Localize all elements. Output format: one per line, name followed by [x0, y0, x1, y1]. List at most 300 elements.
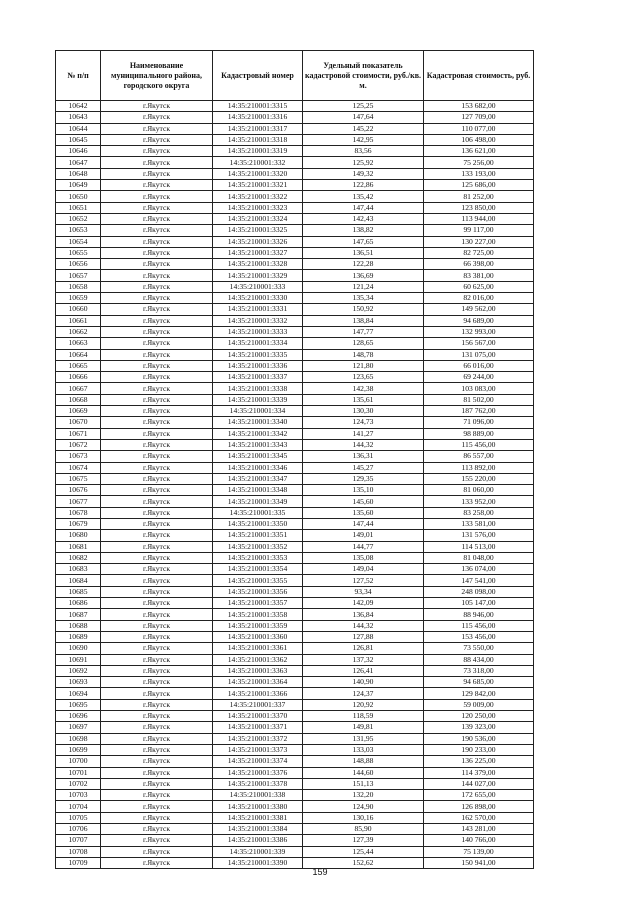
cell-cadastral-number: 14:35:210001:3342: [213, 428, 303, 439]
table-row: [56, 428, 534, 439]
cell-cadastral-value: 113 892,00: [424, 462, 534, 473]
cell-cadastral-value: 82 725,00: [424, 247, 534, 258]
table-row: [56, 462, 534, 473]
cell-municipality: г.Якутск: [101, 281, 213, 292]
cell-row-number: 10669: [56, 406, 101, 417]
cell-specific-value: 149,81: [303, 722, 424, 733]
table-row: [56, 564, 534, 575]
cell-municipality: г.Якутск: [101, 552, 213, 563]
cell-row-number: 10703: [56, 790, 101, 801]
cell-municipality: г.Якутск: [101, 213, 213, 224]
cell-row-number: 10684: [56, 575, 101, 586]
cell-cadastral-value: 125 686,00: [424, 180, 534, 191]
cell-specific-value: 135,34: [303, 293, 424, 304]
cell-municipality: г.Якутск: [101, 134, 213, 145]
cell-cadastral-number: 14:35:210001:3315: [213, 101, 303, 112]
cell-cadastral-value: 59 009,00: [424, 699, 534, 710]
cell-specific-value: 125,92: [303, 157, 424, 168]
cell-municipality: г.Якутск: [101, 315, 213, 326]
cell-cadastral-number: 14:35:210001:338: [213, 790, 303, 801]
cell-municipality: г.Якутск: [101, 473, 213, 484]
cell-row-number: 10649: [56, 180, 101, 191]
cell-cadastral-value: 144 027,00: [424, 778, 534, 789]
table-row: [56, 643, 534, 654]
cell-municipality: г.Якутск: [101, 541, 213, 552]
cell-row-number: 10658: [56, 281, 101, 292]
table-row: [56, 394, 534, 405]
table-row: [56, 835, 534, 846]
cell-cadastral-value: 123 850,00: [424, 202, 534, 213]
cell-specific-value: 126,41: [303, 665, 424, 676]
header-cadastral-value: Кадастровая стоимость, руб.: [424, 51, 534, 101]
cell-cadastral-value: 115 456,00: [424, 620, 534, 631]
cell-row-number: 10709: [56, 857, 101, 868]
cell-cadastral-number: 14:35:210001:3354: [213, 564, 303, 575]
cell-cadastral-value: 88 946,00: [424, 609, 534, 620]
cell-specific-value: 138,82: [303, 225, 424, 236]
cell-municipality: г.Якутск: [101, 654, 213, 665]
cell-specific-value: 142,09: [303, 598, 424, 609]
cell-cadastral-value: 147 541,00: [424, 575, 534, 586]
cell-municipality: г.Якутск: [101, 609, 213, 620]
table-row: [56, 575, 534, 586]
cell-municipality: г.Якутск: [101, 812, 213, 823]
cell-municipality: г.Якутск: [101, 778, 213, 789]
cell-cadastral-value: 140 766,00: [424, 835, 534, 846]
table-row: [56, 236, 534, 247]
cell-cadastral-number: 14:35:210001:3338: [213, 383, 303, 394]
cell-municipality: г.Якутск: [101, 236, 213, 247]
cell-specific-value: 85,90: [303, 824, 424, 835]
table-row: [56, 722, 534, 733]
cell-cadastral-value: 132 993,00: [424, 326, 534, 337]
table-row: [56, 756, 534, 767]
cell-cadastral-value: 103 083,00: [424, 383, 534, 394]
cell-row-number: 10646: [56, 146, 101, 157]
cell-specific-value: 137,32: [303, 654, 424, 665]
cell-row-number: 10650: [56, 191, 101, 202]
cell-cadastral-value: 99 117,00: [424, 225, 534, 236]
cell-specific-value: 148,88: [303, 756, 424, 767]
cell-row-number: 10679: [56, 518, 101, 529]
cell-row-number: 10655: [56, 247, 101, 258]
cell-row-number: 10659: [56, 293, 101, 304]
cell-specific-value: 135,10: [303, 485, 424, 496]
cell-cadastral-number: 14:35:210001:3346: [213, 462, 303, 473]
cell-specific-value: 136,69: [303, 270, 424, 281]
cell-specific-value: 121,80: [303, 360, 424, 371]
cell-cadastral-number: 14:35:210001:3336: [213, 360, 303, 371]
cell-cadastral-value: 155 220,00: [424, 473, 534, 484]
table-row: [56, 315, 534, 326]
table-row: [56, 213, 534, 224]
cell-row-number: 10673: [56, 451, 101, 462]
cell-row-number: 10647: [56, 157, 101, 168]
cell-cadastral-value: 73 550,00: [424, 643, 534, 654]
cell-specific-value: 135,42: [303, 191, 424, 202]
cell-cadastral-number: 14:35:210001:3380: [213, 801, 303, 812]
cell-row-number: 10664: [56, 349, 101, 360]
cell-cadastral-value: 73 318,00: [424, 665, 534, 676]
cell-municipality: г.Якутск: [101, 101, 213, 112]
table-row: [56, 304, 534, 315]
table-row: [56, 767, 534, 778]
cell-row-number: 10693: [56, 677, 101, 688]
cell-cadastral-value: 156 567,00: [424, 338, 534, 349]
cell-cadastral-value: 94 689,00: [424, 315, 534, 326]
cell-cadastral-number: 14:35:210001:3328: [213, 259, 303, 270]
cell-row-number: 10699: [56, 744, 101, 755]
table-row: [56, 677, 534, 688]
cell-row-number: 10691: [56, 654, 101, 665]
cell-cadastral-value: 133 952,00: [424, 496, 534, 507]
table-row: [56, 530, 534, 541]
cell-specific-value: 150,92: [303, 304, 424, 315]
cell-row-number: 10692: [56, 665, 101, 676]
cell-municipality: г.Якутск: [101, 417, 213, 428]
table-row: [56, 790, 534, 801]
cell-row-number: 10687: [56, 609, 101, 620]
cell-cadastral-number: 14:35:210001:3343: [213, 439, 303, 450]
table-row: [56, 383, 534, 394]
cell-cadastral-number: 14:35:210001:3319: [213, 146, 303, 157]
cell-cadastral-value: 143 281,00: [424, 824, 534, 835]
cell-cadastral-number: 14:35:210001:3381: [213, 812, 303, 823]
cell-row-number: 10678: [56, 507, 101, 518]
cell-specific-value: 138,84: [303, 315, 424, 326]
table-body: [56, 101, 534, 869]
cell-municipality: г.Якутск: [101, 620, 213, 631]
cell-specific-value: 147,65: [303, 236, 424, 247]
cell-row-number: 10667: [56, 383, 101, 394]
cell-row-number: 10702: [56, 778, 101, 789]
cell-row-number: 10645: [56, 134, 101, 145]
cell-specific-value: 152,62: [303, 857, 424, 868]
cell-municipality: г.Якутск: [101, 857, 213, 868]
table-row: [56, 711, 534, 722]
cell-cadastral-number: 14:35:210001:3370: [213, 711, 303, 722]
cell-municipality: г.Якутск: [101, 496, 213, 507]
cell-specific-value: 124,90: [303, 801, 424, 812]
cell-cadastral-value: 81 252,00: [424, 191, 534, 202]
cell-municipality: г.Якутск: [101, 665, 213, 676]
cell-row-number: 10680: [56, 530, 101, 541]
cell-row-number: 10651: [56, 202, 101, 213]
table-row: [56, 406, 534, 417]
cell-row-number: 10705: [56, 812, 101, 823]
cell-cadastral-value: 190 536,00: [424, 733, 534, 744]
cell-cadastral-number: 14:35:210001:3333: [213, 326, 303, 337]
cell-row-number: 10642: [56, 101, 101, 112]
cell-row-number: 10683: [56, 564, 101, 575]
cell-row-number: 10662: [56, 326, 101, 337]
cell-cadastral-number: 14:35:210001:332: [213, 157, 303, 168]
cell-cadastral-value: 114 513,00: [424, 541, 534, 552]
cell-municipality: г.Якутск: [101, 451, 213, 462]
table-row: [56, 496, 534, 507]
table-row: [56, 146, 534, 157]
table-row: [56, 349, 534, 360]
cell-cadastral-number: 14:35:210001:3322: [213, 191, 303, 202]
table-row: [56, 688, 534, 699]
cell-cadastral-number: 14:35:210001:3331: [213, 304, 303, 315]
cell-row-number: 10697: [56, 722, 101, 733]
cell-municipality: г.Якутск: [101, 372, 213, 383]
cell-municipality: г.Якутск: [101, 247, 213, 258]
cell-cadastral-value: 162 570,00: [424, 812, 534, 823]
cell-municipality: г.Якутск: [101, 485, 213, 496]
cell-cadastral-number: 14:35:210001:339: [213, 846, 303, 857]
table-row: [56, 281, 534, 292]
cell-cadastral-value: 82 016,00: [424, 293, 534, 304]
cell-cadastral-value: 81 048,00: [424, 552, 534, 563]
table-row: [56, 360, 534, 371]
cell-cadastral-number: 14:35:210001:335: [213, 507, 303, 518]
cell-cadastral-value: 172 655,00: [424, 790, 534, 801]
cell-specific-value: 149,04: [303, 564, 424, 575]
table-row: [56, 473, 534, 484]
cell-cadastral-number: 14:35:210001:3373: [213, 744, 303, 755]
table-row: [56, 552, 534, 563]
cell-cadastral-number: 14:35:210001:3374: [213, 756, 303, 767]
cell-cadastral-number: 14:35:210001:3361: [213, 643, 303, 654]
cell-cadastral-number: 14:35:210001:3362: [213, 654, 303, 665]
cell-row-number: 10707: [56, 835, 101, 846]
table-row: [56, 778, 534, 789]
cell-cadastral-value: 106 498,00: [424, 134, 534, 145]
cell-specific-value: 125,44: [303, 846, 424, 857]
cell-row-number: 10700: [56, 756, 101, 767]
cell-specific-value: 126,81: [303, 643, 424, 654]
cell-cadastral-number: 14:35:210001:3329: [213, 270, 303, 281]
cell-row-number: 10666: [56, 372, 101, 383]
cell-cadastral-value: 133 581,00: [424, 518, 534, 529]
cell-cadastral-value: 114 379,00: [424, 767, 534, 778]
table-row: [56, 259, 534, 270]
cell-cadastral-number: 14:35:210001:3384: [213, 824, 303, 835]
cell-cadastral-value: 83 258,00: [424, 507, 534, 518]
cell-cadastral-value: 105 147,00: [424, 598, 534, 609]
cell-cadastral-value: 131 075,00: [424, 349, 534, 360]
cell-cadastral-value: 150 941,00: [424, 857, 534, 868]
cell-row-number: 10652: [56, 213, 101, 224]
cell-cadastral-value: 136 074,00: [424, 564, 534, 575]
cell-cadastral-value: 81 502,00: [424, 394, 534, 405]
cell-cadastral-number: 14:35:210001:3339: [213, 394, 303, 405]
cell-row-number: 10656: [56, 259, 101, 270]
cell-specific-value: 128,65: [303, 338, 424, 349]
cell-municipality: г.Якутск: [101, 530, 213, 541]
cell-cadastral-value: 66 398,00: [424, 259, 534, 270]
cell-specific-value: 136,31: [303, 451, 424, 462]
table-row: [56, 699, 534, 710]
table-row: [56, 609, 534, 620]
cell-cadastral-number: 14:35:210001:3356: [213, 586, 303, 597]
cell-specific-value: 136,84: [303, 609, 424, 620]
cell-cadastral-value: 88 434,00: [424, 654, 534, 665]
table-row: [56, 123, 534, 134]
table-row: [56, 620, 534, 631]
cell-municipality: г.Якутск: [101, 383, 213, 394]
table-row: [56, 293, 534, 304]
cell-specific-value: 133,03: [303, 744, 424, 755]
table-row: [56, 191, 534, 202]
cell-municipality: г.Якутск: [101, 835, 213, 846]
cell-cadastral-value: 71 096,00: [424, 417, 534, 428]
cell-specific-value: 144,60: [303, 767, 424, 778]
table-row: [56, 247, 534, 258]
cell-cadastral-value: 133 193,00: [424, 168, 534, 179]
table-row: [56, 733, 534, 744]
cell-municipality: г.Якутск: [101, 146, 213, 157]
table-row: [56, 225, 534, 236]
cell-municipality: г.Якутск: [101, 259, 213, 270]
cell-cadastral-number: 14:35:210001:3324: [213, 213, 303, 224]
cell-cadastral-number: 14:35:210001:3349: [213, 496, 303, 507]
cell-row-number: 10682: [56, 552, 101, 563]
cell-specific-value: 141,27: [303, 428, 424, 439]
cell-cadastral-number: 14:35:210001:3358: [213, 609, 303, 620]
cell-cadastral-value: 75 139,00: [424, 846, 534, 857]
cell-municipality: г.Якутск: [101, 191, 213, 202]
table-row: [56, 112, 534, 123]
cell-row-number: 10701: [56, 767, 101, 778]
cell-specific-value: 124,37: [303, 688, 424, 699]
cell-municipality: г.Якутск: [101, 225, 213, 236]
cell-cadastral-number: 14:35:210001:3345: [213, 451, 303, 462]
page-number: 159: [312, 867, 328, 877]
cell-municipality: г.Якутск: [101, 123, 213, 134]
cell-municipality: г.Якутск: [101, 394, 213, 405]
cell-municipality: г.Якутск: [101, 360, 213, 371]
table-row: [56, 134, 534, 145]
cell-specific-value: 136,51: [303, 247, 424, 258]
cell-specific-value: 147,44: [303, 202, 424, 213]
cell-cadastral-number: 14:35:210001:3316: [213, 112, 303, 123]
cell-specific-value: 135,08: [303, 552, 424, 563]
cell-specific-value: 148,78: [303, 349, 424, 360]
cell-cadastral-value: 110 077,00: [424, 123, 534, 134]
cell-municipality: г.Якутск: [101, 349, 213, 360]
cell-specific-value: 145,22: [303, 123, 424, 134]
cell-specific-value: 144,77: [303, 541, 424, 552]
cell-cadastral-number: 14:35:210001:3364: [213, 677, 303, 688]
cell-specific-value: 122,86: [303, 180, 424, 191]
cell-row-number: 10660: [56, 304, 101, 315]
table-row: [56, 507, 534, 518]
cell-municipality: г.Якутск: [101, 586, 213, 597]
cell-municipality: г.Якутск: [101, 744, 213, 755]
cell-row-number: 10706: [56, 824, 101, 835]
cell-cadastral-number: 14:35:210001:3318: [213, 134, 303, 145]
cell-cadastral-value: 153 456,00: [424, 631, 534, 642]
cell-cadastral-value: 129 842,00: [424, 688, 534, 699]
cell-municipality: г.Якутск: [101, 428, 213, 439]
cell-cadastral-number: 14:35:210001:3371: [213, 722, 303, 733]
cell-cadastral-value: 98 889,00: [424, 428, 534, 439]
table-row: [56, 631, 534, 642]
cell-municipality: г.Якутск: [101, 180, 213, 191]
cell-municipality: г.Якутск: [101, 304, 213, 315]
cell-specific-value: 149,01: [303, 530, 424, 541]
cell-municipality: г.Якутск: [101, 767, 213, 778]
cell-row-number: 10690: [56, 643, 101, 654]
cell-cadastral-value: 149 562,00: [424, 304, 534, 315]
cell-cadastral-number: 14:35:210001:333: [213, 281, 303, 292]
cell-cadastral-value: 120 250,00: [424, 711, 534, 722]
cell-cadastral-value: 66 016,00: [424, 360, 534, 371]
cell-specific-value: 130,16: [303, 812, 424, 823]
cell-municipality: г.Якутск: [101, 293, 213, 304]
cell-row-number: 10675: [56, 473, 101, 484]
table-header: [56, 51, 534, 101]
cell-municipality: г.Якутск: [101, 564, 213, 575]
cell-cadastral-value: 113 944,00: [424, 213, 534, 224]
cell-municipality: г.Якутск: [101, 507, 213, 518]
cell-row-number: 10661: [56, 315, 101, 326]
cell-cadastral-number: 14:35:210001:3330: [213, 293, 303, 304]
cell-row-number: 10704: [56, 801, 101, 812]
cell-specific-value: 135,61: [303, 394, 424, 405]
cell-specific-value: 93,34: [303, 586, 424, 597]
table-row: [56, 202, 534, 213]
cell-cadastral-number: 14:35:210001:3359: [213, 620, 303, 631]
cell-cadastral-number: 14:35:210001:3320: [213, 168, 303, 179]
cell-cadastral-value: 69 244,00: [424, 372, 534, 383]
cell-specific-value: 124,73: [303, 417, 424, 428]
table-row: [56, 654, 534, 665]
cell-specific-value: 147,44: [303, 518, 424, 529]
cell-specific-value: 149,32: [303, 168, 424, 179]
cadastral-value-table: [55, 50, 534, 869]
cell-municipality: г.Якутск: [101, 338, 213, 349]
cell-specific-value: 121,24: [303, 281, 424, 292]
cell-specific-value: 131,95: [303, 733, 424, 744]
cell-municipality: г.Якутск: [101, 733, 213, 744]
cell-cadastral-value: 153 682,00: [424, 101, 534, 112]
cell-cadastral-number: 14:35:210001:3355: [213, 575, 303, 586]
cell-municipality: г.Якутск: [101, 598, 213, 609]
table-row: [56, 326, 534, 337]
cell-specific-value: 135,60: [303, 507, 424, 518]
cell-row-number: 10688: [56, 620, 101, 631]
cell-cadastral-number: 14:35:210001:3334: [213, 338, 303, 349]
cell-row-number: 10654: [56, 236, 101, 247]
cell-municipality: г.Якутск: [101, 846, 213, 857]
table-row: [56, 846, 534, 857]
header-specific-value: Удельный показатель кадастровой стоимости, руб./кв. м.: [303, 51, 424, 101]
cell-municipality: г.Якутск: [101, 711, 213, 722]
cell-municipality: г.Якутск: [101, 688, 213, 699]
cell-row-number: 10663: [56, 338, 101, 349]
cell-municipality: г.Якутск: [101, 756, 213, 767]
cell-specific-value: 142,38: [303, 383, 424, 394]
cell-cadastral-value: 248 098,00: [424, 586, 534, 597]
cell-municipality: г.Якутск: [101, 518, 213, 529]
cell-row-number: 10689: [56, 631, 101, 642]
table-row: [56, 417, 534, 428]
table-row: [56, 180, 534, 191]
cell-cadastral-number: 14:35:210001:3376: [213, 767, 303, 778]
cell-row-number: 10670: [56, 417, 101, 428]
cell-cadastral-number: 14:35:210001:3327: [213, 247, 303, 258]
cell-specific-value: 130,30: [303, 406, 424, 417]
cell-row-number: 10708: [56, 846, 101, 857]
cell-municipality: г.Якутск: [101, 631, 213, 642]
table-row: [56, 485, 534, 496]
cell-cadastral-value: 81 060,00: [424, 485, 534, 496]
cell-row-number: 10698: [56, 733, 101, 744]
